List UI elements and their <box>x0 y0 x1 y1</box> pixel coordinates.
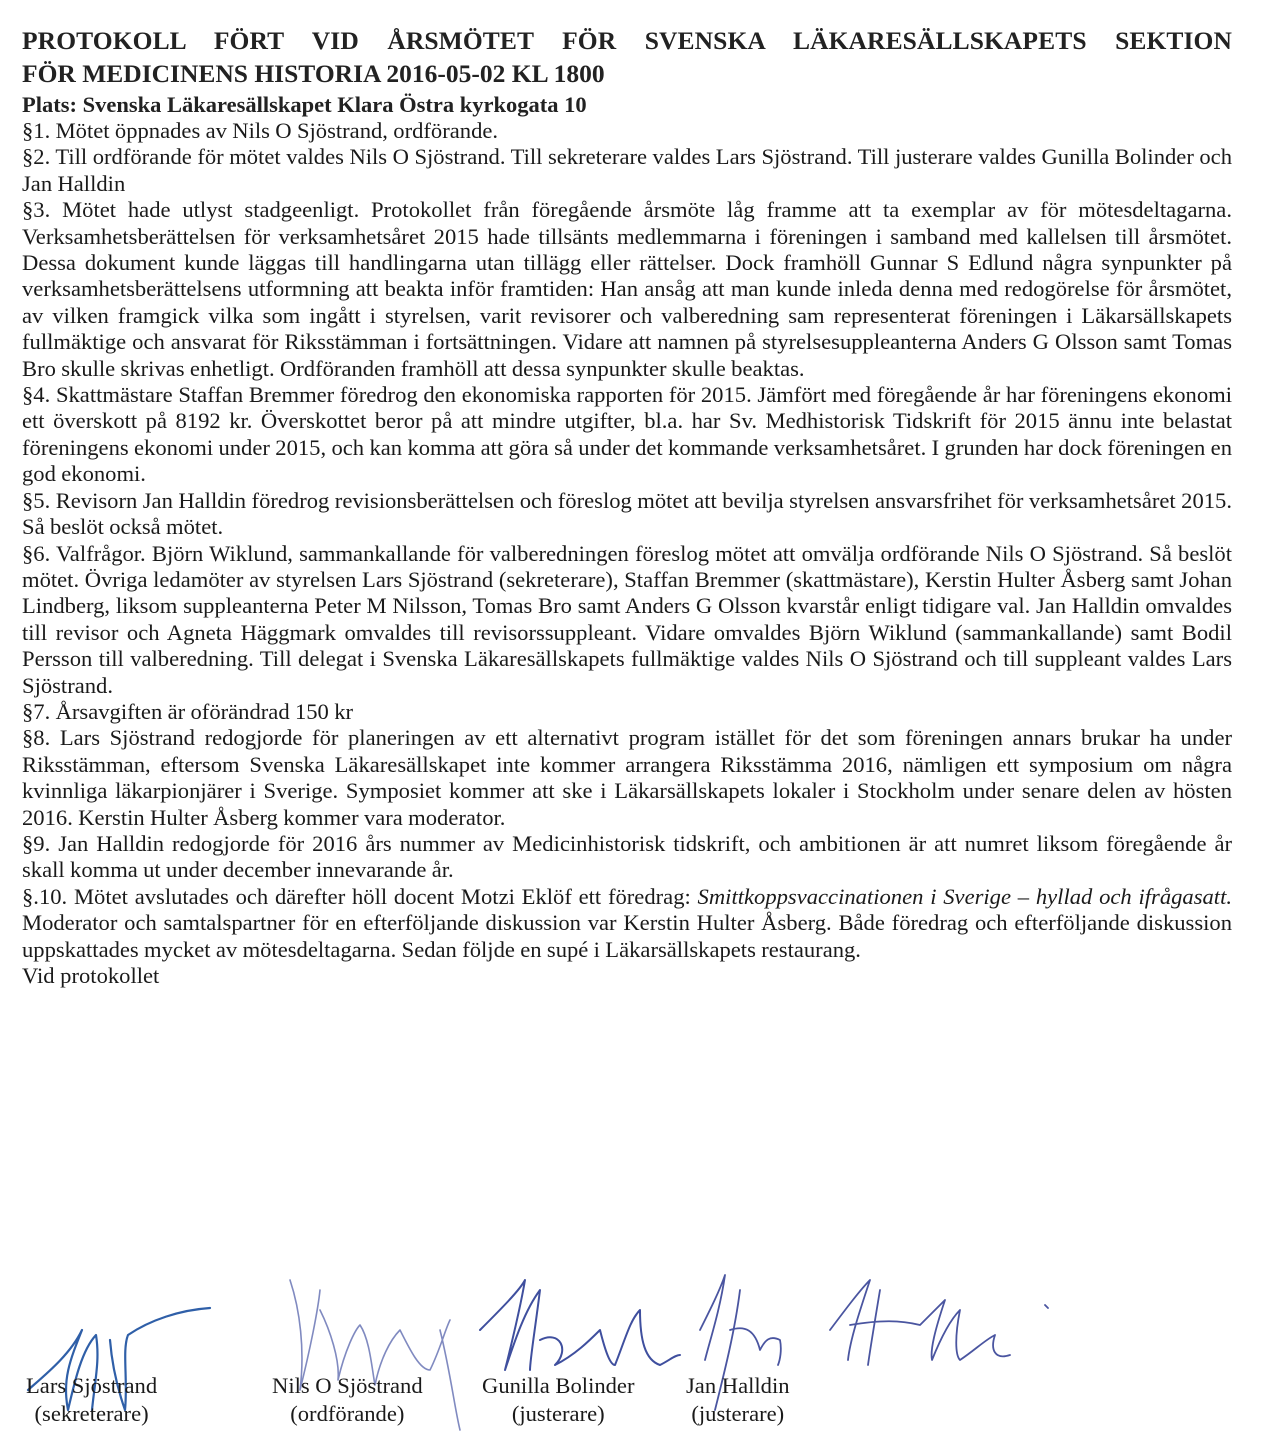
paragraph-1: §1. Mötet öppnades av Nils O Sjöstrand, ordförande. <box>22 118 499 143</box>
signatory-name: Jan Halldin <box>686 1373 790 1398</box>
paragraph-2: §2. Till ordförande för mötet valdes Nils O Sjöstrand. Till sekreterare valdes Lars Sjöstrand. Till justerare valdes Gunilla Bolinder och Jan Halldin <box>22 144 1232 196</box>
signature-gunilla-bolinder-icon <box>480 1280 680 1370</box>
signatory-role: (sekreterare) <box>34 1401 149 1426</box>
signatory-name: Nils O Sjöstrand <box>272 1373 423 1398</box>
signatory-role: (ordförande) <box>290 1401 405 1426</box>
signatory-name: Lars Sjöstrand <box>26 1373 158 1398</box>
meeting-location: Plats: Svenska Läkaresällskapet Klara Östra kyrkogata 10 <box>22 92 587 117</box>
paragraph-10-intro: §.10. Mötet avslutades och därefter höll docent Motzi Eklöf ett föredrag: <box>22 883 698 909</box>
paragraph-8: §8. Lars Sjöstrand redogjorde för planeringen av ett alternativt program istället för det som föreningen annars brukar ha under Riksstämman, eftersom Svenska Läkaresällskapet inte kommer arrangera Riksstämma 2016, nämligen ett symposium om några kvinnliga läkarpionjärer i Sverige. Symposiet kommer att ske i Läkarsällskapets lokaler i Stockholm under senare delen av hösten 2016. Kerstin Hulter Åsberg kommer vara moderator. <box>22 725 1232 830</box>
protocol-document <box>22 24 1232 989</box>
closing-vid-protokollet: Vid protokollet <box>22 963 160 988</box>
paragraph-10-rest: Moderator och samtalspartner för en efterföljande diskussion var Kerstin Hulter Åsberg. Både föredrag och efterföljande diskussion uppskattades mycket av mötesdeltagarna. Sedan följde en supé i Läkarsällskapets restaurang. <box>22 910 1232 962</box>
paragraph-10 <box>22 884 1232 963</box>
paragraph-5: §5. Revisorn Jan Halldin föredrog revisionsberättelsen och föreslog mötet att bevilja styrelsen ansvarsfrihet för verksamhetsåret 2015. Så beslöt också mötet. <box>22 487 1232 540</box>
document-title-line-2: FÖR MEDICINENS HISTORIA 2016-05-02 KL 1800 <box>22 59 605 88</box>
paragraph-9: §9. Jan Halldin redogjorde för 2016 års nummer av Medicinhistorisk tidskrift, och ambitionen är att numret liksom föregående år skall komma ut under december innevarande år. <box>22 830 1232 883</box>
paragraph-6: §6. Valfrågor. Björn Wiklund, sammankallande för valberedningen föreslog mötet att omvälja ordförande Nils O Sjöstrand. Så beslöt mötet. Övriga ledamöter av styrelsen Lars Sjöstrand (sekreterare), Staffan Bremmer (skattmästare), Kerstin Hulter Åsberg samt Johan Lindberg, liksom suppleanterna Peter M Nilsson, Tomas Bro samt Anders G Olsson kvarstår enligt tidigare val. Jan Halldin omvaldes till revisor och Agneta Häggmark omvaldes till revisorssuppleant. Vidare omvaldes Björn Wiklund (sammankallande) samt Bodil Persson till valberedning. Till delegat i Svenska Läkaresällskapets fullmäktige valdes Nils O Sjöstrand och till suppleant valdes Lars Sjöstrand. <box>22 540 1232 698</box>
signatory-role: (justerare) <box>691 1401 785 1426</box>
signatory-nils-o-sjostrand <box>272 1372 423 1428</box>
signatory-role: (justerare) <box>511 1401 605 1426</box>
paragraph-4: §4. Skattmästare Staffan Bremmer föredrog den ekonomiska rapporten för 2015. Jämfört med föregående år har föreningens ekonomi ett överskott på 8192 kr. Överskottet beror på att mindre utgifter, bl.a. har Sv. Medhistorisk Tidskrift för 2015 ännu inte belastat föreningens ekonomi under 2015, och kan komma att göra så under det kommande verksamhetsåret. I grunden har dock föreningen en god ekonomi. <box>22 382 1232 487</box>
paragraph-7: §7. Årsavgiften är oförändrad 150 kr <box>22 698 354 724</box>
signature-blocks <box>0 1372 1261 1448</box>
signatory-name: Gunilla Bolinder <box>482 1373 635 1398</box>
signatory-gunilla-bolinder <box>482 1372 635 1428</box>
signatory-jan-halldin <box>686 1372 790 1428</box>
signatory-lars-sjostrand <box>26 1372 157 1428</box>
document-title-line-1: PROTOKOLL FÖRT VID ÅRSMÖTET FÖR SVENSKA LÄKARESÄLLSKAPETS SEKTION <box>22 26 1232 55</box>
paragraph-3: §3. Mötet hade utlyst stadgeenligt. Protokollet från föregående årsmöte låg framme att ta exemplar av för mötesdeltagarna. Verksamhetsberättelsen för verksamhetsåret 2015 hade tillsänts medlemmarna i föreningen i samband med kallelsen till årsmötet. Dessa dokument kunde läggas till handlingarna utan tillägg eller rättelser. Dock framhöll Gunnar S Edlund några synpunkter på verksamhetsberättelsens utformning att beakta inför framtiden: Han ansåg att man kunde inleda denna med redogörelse för årsmötet, av vilken framgick vilka som ingått i styrelsen, varit revisorer och valberedning sam representerat föreningen i Läkarsällskapets fullmäktige och ansvarat för Riksstämman i fortsättningen. Vidare att namnen på styrelsesuppleanterna Anders G Olsson samt Tomas Bro skulle skrivas enhetligt. Ordföranden framhöll att dessa synpunkter skulle beaktas. <box>22 197 1232 381</box>
lecture-title: Smittkoppsvaccinationen i Sverige – hyllad och ifrågasatt. <box>697 883 1233 909</box>
